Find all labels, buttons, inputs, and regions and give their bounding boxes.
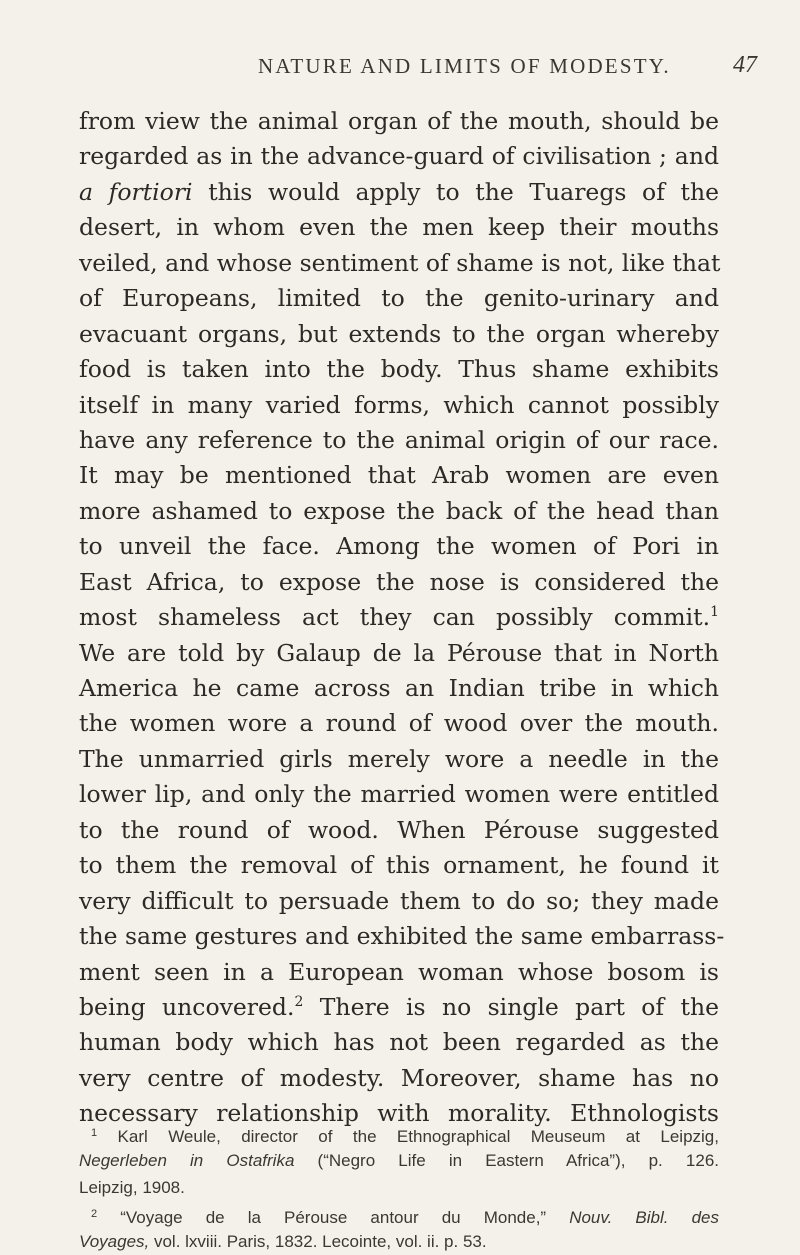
text-line: necessary relationship with morality. Ethnologists xyxy=(79,1099,719,1128)
footnotes xyxy=(79,1120,719,1255)
footnote-2-line xyxy=(79,1228,719,1255)
footnote-1-line xyxy=(79,1120,719,1147)
footnote-2-line xyxy=(79,1201,719,1228)
text-line xyxy=(79,600,719,635)
text-line: human body which has not been regarded as the xyxy=(79,1028,719,1057)
text-line: evacuant organs, but extends to the organ whereby xyxy=(79,319,719,348)
text-fragment: There is no single part of the xyxy=(303,992,719,1021)
footnote-1-line: Leipzig, 1908. xyxy=(79,1178,185,1197)
text-line: to them the removal of this ornament, he found it xyxy=(79,851,719,880)
text-line: ment seen in a European woman whose bosom is xyxy=(79,957,719,986)
text-line: to unveil the face. Among the women of Pori in xyxy=(79,532,719,561)
text-line: to the round of wood. When Pérouse suggested xyxy=(79,815,719,844)
text-line: the same gestures and exhibited the same embarrass- xyxy=(79,922,725,951)
text-line: regarded as in the advance-guard of civilisation ; and xyxy=(79,142,719,171)
footnote-ref-2[interactable]: 2 xyxy=(294,993,304,1010)
italic-phrase: a fortiori xyxy=(79,177,193,206)
text-line: East Africa, to expose the nose is considered the xyxy=(79,567,719,596)
text-fragment: being uncovered. xyxy=(79,992,295,1021)
text-fragment: this would apply to the Tuaregs of the xyxy=(192,177,720,206)
text-line: very centre of modesty. Moreover, shame has no xyxy=(79,1063,719,1092)
text-line: from view the animal organ of the mouth, should be xyxy=(79,107,719,135)
footnote-number: 1 xyxy=(91,1127,98,1139)
text-line: the women wore a round of wood over the mouth. xyxy=(79,709,719,738)
text-line: It may be mentioned that Arab women are even xyxy=(79,461,719,490)
text-line: desert, in whom even the men keep their mouths xyxy=(79,213,719,242)
text-line: have any reference to the animal origin of our race. xyxy=(79,425,719,454)
text-fragment: Karl Weule, director of the Ethnographical Meuseum at Leipzig, xyxy=(117,1127,719,1146)
text-line: itself in many varied forms, which cannot possibly xyxy=(79,390,719,419)
italic-phrase: Negerleben in Ostafrika xyxy=(79,1151,295,1170)
text-line: The unmarried girls merely wore a needle in the xyxy=(79,744,719,773)
text-line: very difficult to persuade them to do so; they made xyxy=(79,886,719,915)
running-title: NATURE AND LIMITS OF MODESTY. xyxy=(258,54,671,78)
text-line: veiled, and whose sentiment of shame is not, like that xyxy=(79,248,721,277)
text-line: We are told by Galaup de la Pérouse that in North xyxy=(79,638,719,667)
text-line: more ashamed to expose the back of the head than xyxy=(79,496,719,525)
text-line: lower lip, and only the married women were entitled xyxy=(79,780,719,809)
text-fragment: most shameless act they can possibly commit. xyxy=(79,603,711,632)
running-head xyxy=(0,54,800,84)
text-line: food is taken into the body. Thus shame exhibits xyxy=(79,355,719,384)
footnote-number: 2 xyxy=(91,1208,98,1220)
text-line: of Europeans, limited to the genito-urinary and xyxy=(79,284,719,313)
footnote-1-line xyxy=(79,1147,719,1174)
italic-phrase: Voyages, xyxy=(79,1232,150,1251)
page-number: 47 xyxy=(733,52,757,78)
body-text xyxy=(79,104,725,1132)
text-line xyxy=(79,175,719,210)
text-fragment: vol. lxviii. Paris, 1832. Lecointe, vol. ii. p. 53. xyxy=(149,1232,487,1251)
text-line xyxy=(79,990,719,1025)
text-fragment: “Voyage de la Pérouse antour du Monde,” xyxy=(97,1208,570,1227)
italic-phrase: Nouv. Bibl. des xyxy=(569,1208,719,1227)
text-line: America he came across an Indian tribe in which xyxy=(79,674,719,702)
footnote-ref-1[interactable]: 1 xyxy=(710,604,719,621)
text-fragment: (“Negro Life in Eastern Africa”), p. 126. xyxy=(294,1151,719,1170)
